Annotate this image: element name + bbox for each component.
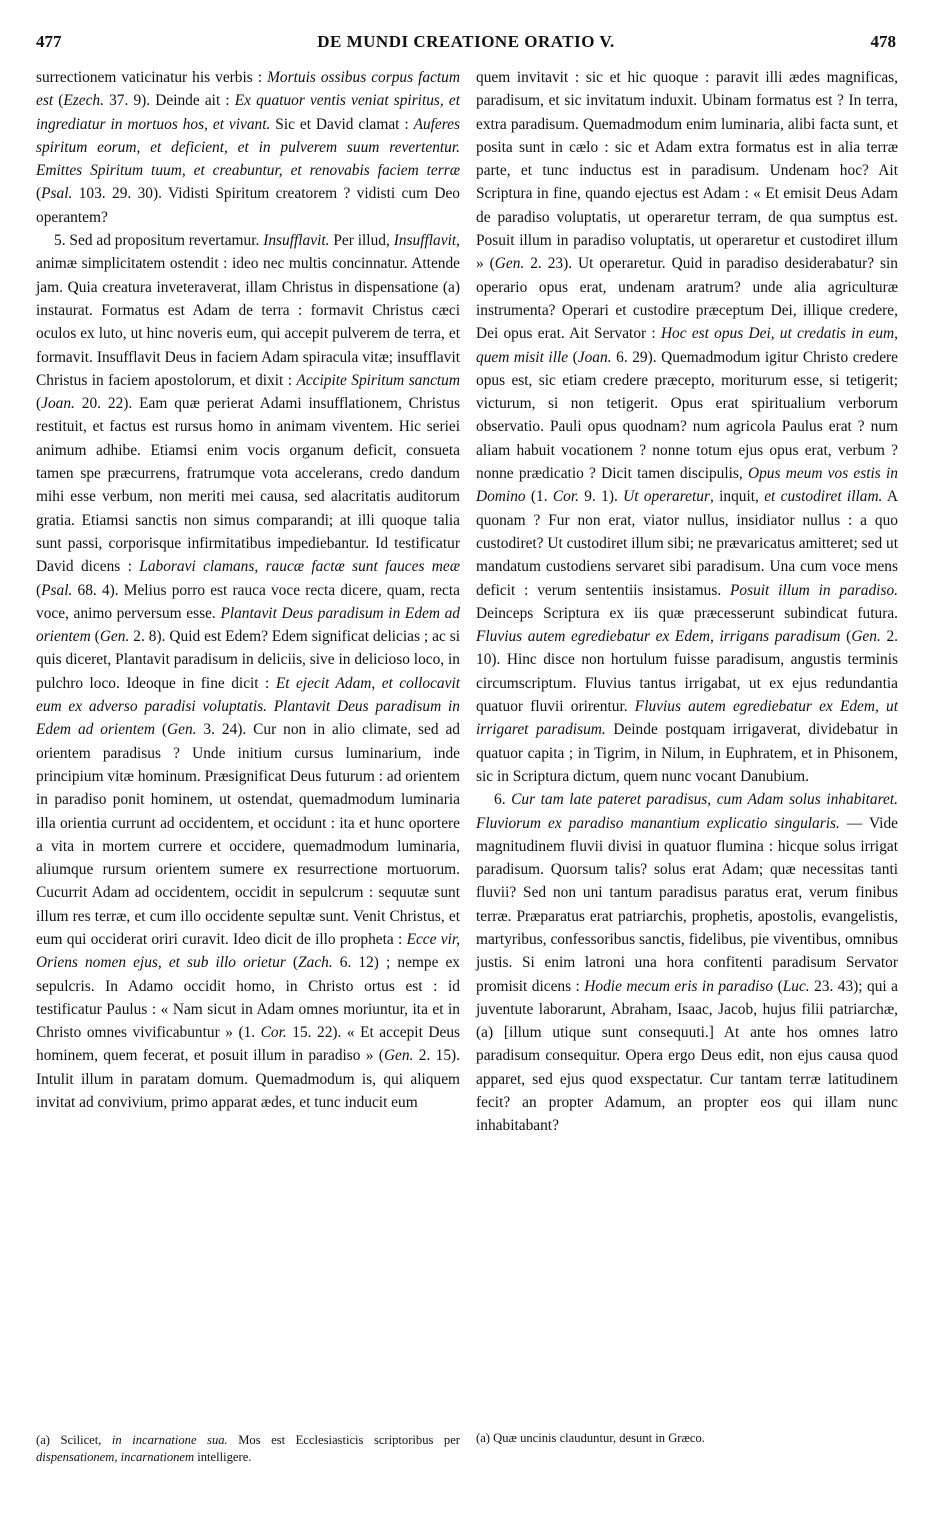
text-run: surrectionem vaticinatur his verbis : xyxy=(36,69,268,86)
italic-text-run: Hodie mecum eris in paradiso xyxy=(584,977,774,995)
page-number-left: 477 xyxy=(36,32,62,51)
italic-text-run: Opus meum vos estis in Domino xyxy=(476,465,898,506)
text-run: Deinde postquam irrigaverat, dividebatur in quatuor capita ; in Tigrim, in Nilum, in Euphratem, et in Phisonem, sic in Scriptura dictum, quem nunc vocant Danubium. xyxy=(476,721,898,785)
italic-text-run: Insufflavit xyxy=(393,232,457,250)
italic-text-run: Mortuis ossibus corpus factum est xyxy=(36,69,460,110)
italic-text-run: Joan. xyxy=(41,395,75,413)
text-run: 37. 9). Deinde ait : xyxy=(103,92,235,110)
right-column xyxy=(476,66,898,1138)
text-run: 23. 43); qui a juventute laborarunt, Abraham, Isaac, Jacob, hujus filii patriarchæ, (a) [illum utique sunt consequuti.] At ante hos omnes latro paradisum consequitur. Opera ergo Deus edit, non ejus causa quod apparet, sed ejus quod exspectatur. Cur tantam terræ latitudinem fecit? an propter Adamum, an propter eos qui illam nunc inhabitabant? xyxy=(476,977,898,1135)
text-run: ( xyxy=(36,395,42,413)
text-run: (a) Scilicet, xyxy=(36,1433,112,1447)
text-run: , inquit, xyxy=(709,488,765,506)
italic-text-run: Zach. xyxy=(298,954,333,972)
paragraph xyxy=(36,229,460,1114)
italic-text-run: Plantavit Deus paradisum in Edem ad orientem xyxy=(36,604,460,646)
text-run: ( xyxy=(568,348,578,366)
italic-text-run: Ut operaretur xyxy=(623,488,710,506)
italic-text-run: Gen. xyxy=(167,721,197,739)
text-run: 103. 29. 30). Vidisti Spiritum creatorem ? vidisti cum Deo operantem? xyxy=(36,185,460,226)
italic-text-run: Auferes spiritum eorum, et deficient, et in pulverem suum revertentur. Emittes Spiritum tuum, et creabuntur, et renovabis faciem terræ xyxy=(36,115,461,180)
text-run: 3. 24). Cur non in alio climate, sed ad orientem paradisus ? Unde initium cursus luminarium, inde principium vitæ hominum. Præsignificat Deus futurum : ad orientem in paradiso ponit hominem, ut ostendat, quemadmodum luminaria illa orientia currunt ad occidentem, et occidunt : ita et hunc oportere a vita in mortem currere et occidere, quemadmodum luminaria, aliumque rursum orientem sumere ex resurrectione mortuorum. Cucurrit Adam ad occidentem, occidit in sepulcrum : sequutæ sunt illum res terræ, et cum illo occidente sepultæ sunt. Venit Christus, et eum qui occiderat oriri curavit. Ideo dicit de illo propheta : xyxy=(36,721,460,948)
text-run: ( xyxy=(840,628,852,646)
running-title: DE MUNDI CREATIONE ORATIO V. xyxy=(317,32,615,51)
text-run: — Vide magnitudinem fluvii divisi in quatuor flumina : hicque solus irrigat paradisum. Quorsum talis? solus erat Adam; quæ necessitas tanti fluvii? Sed non uni tantum paradisus paratus erat, verum finibus terræ. Præparatus erat patriarchis, prophetis, apostolis, evangelistis, martyribus, confessoribus sanctis, fidelibus, pie viventibus, omnibus justis. Si enim latroni una hora confitenti paradisum Servator promisit dicens : xyxy=(476,814,898,995)
text-run: ( xyxy=(773,977,783,995)
text-run: 5. Sed ad propositum revertamur. xyxy=(54,232,264,250)
text-run: Deinceps Scriptura ex iis quæ præcesserunt subindicat futura. xyxy=(476,604,898,622)
left-column xyxy=(36,66,460,1114)
italic-text-run: Ezech. xyxy=(63,92,104,110)
italic-text-run: Laboravi clamans, raucæ factæ sunt fauces meæ xyxy=(139,558,460,576)
text-run: ( xyxy=(285,954,299,972)
text-run: 6. 29). Quemadmodum igitur Christo credere opus est, sic etiam credere præcepto, moriturum esse, si tetigerit; victurum, si non tetigerit. Opus erat spiritualium verborum observatio. Pauli opus quodnam? num agricola Paulus erat ? num aliam habuit vocationem ? nonne totum ejus opus erat, verbum ? nonne prædicatio ? Dicit tamen discipulis, xyxy=(476,348,898,483)
italic-text-run: Fluvius autem egrediebatur ex Edem, irrigans paradisum xyxy=(476,628,841,646)
italic-text-run: Cor. xyxy=(552,488,579,506)
text-run: ( xyxy=(36,581,42,599)
text-run: ( xyxy=(53,92,64,110)
text-run: ( xyxy=(90,628,100,646)
text-run: 68. 4). Melius porro est rauca voce recta dicere, quam, recta voce, animo perversum esse. xyxy=(36,581,460,622)
text-run: , animæ simplicitatem ostendit : ideo nec multis concinnatur. Attende jam. Quia creatura inveteraverat, illam Christus in dispensatione (a) instaurat. Formatus est Adam de terra : formavit Christus cæci oculos ex luto, ut hinc noveris eum, qui accepit pulverem de terra, et formavit. Insufflavit Deus in faciem Adam spiracula vitæ; insufflavit Christus in faciem apostolorum, et dixit : xyxy=(36,232,460,389)
text-run: quem invitavit : sic et hic quoque : paravit illi ædes magnificas, paradisum, et sic invitatum induxit. Ubinam formatus est ? In terra, extra paradisum. Quemadmodum enim luminaria, alibi facta sunt, et posita sunt in cælo : sic et Adam extra formatus est in alia terræ parte, et tunc inductus est in paradisum. Undenam hoc? Ait Scriptura in fine, quando ejectus est Adam : « Et emisit Deus Adam de paradiso voluptatis, ut operaretur terram, de qua sumptus est. Posuit illum in paradiso voluptatis, ut operaretur et custodiret illum » ( xyxy=(476,69,898,273)
text-run: 2. 10). Hinc disce non hortulum fuisse paradisum, angustis terminis circumscriptum. Fluvius tantus irrigabat, ut ex ejus redundantia quatuor fluvii orirentur. xyxy=(476,628,898,716)
text-run: 15. 22). « Et accepit Deus hominem, quem fecerat, et posuit illum in paradiso » ( xyxy=(36,1024,461,1065)
text-run: 9. 1). xyxy=(578,488,624,506)
italic-text-run: Joan. xyxy=(577,348,612,366)
text-run: (1. xyxy=(525,488,553,506)
italic-text-run: Ecce vir, Oriens nomen ejus, et sub illo orietur xyxy=(36,930,460,972)
italic-text-run: Gen. xyxy=(494,255,525,273)
page-number-right: 478 xyxy=(870,32,896,51)
text-run: 20. 22). Eam quæ perierat Adami insufflationem, Christus restituit, et factus est rursus homo in animam viventem. Hic seriei animum adhibe. Etiamsi enim vocis organum deficit, consueta tamen spe præcurrens, fratrumque vota accelerans, credo dandum mihi esse verbum, non meriti mei causa, sed alacritatis auditorum gratia. Etiamsi sanctis non simus comparandi; at illi quoque talia sunt passi, corporisque infirmitatibus impediebantur. Id testificatur David dicens : xyxy=(36,395,460,576)
text-run: ( xyxy=(36,185,42,203)
text-run: Mos est Ecclesiasticis scriptoribus per xyxy=(227,1433,460,1447)
italic-text-run: et custodiret illam. xyxy=(764,488,883,506)
text-run: 2. 15). Intulit illum in paratam domum. Quemadmodum is, qui aliquem invitat ad convivium, primo apparat ædes, et tunc inducit eum xyxy=(36,1047,460,1112)
text-run: Per illud, xyxy=(329,232,394,250)
text-run: Sic et David clamat : xyxy=(270,115,414,133)
italic-text-run: Insufflavit. xyxy=(263,232,330,250)
text-run: 2. 8). Quid est Edem? Edem significat delicias ; ac si quis diceret, Plantavit paradisum in deliciis, sive in delicioso loco, in pulchro loco. Ideoque in fine dicit : xyxy=(36,628,460,692)
text-run: intelligere. xyxy=(194,1450,252,1464)
text-run: 2. 23). Ut operaretur. Quid in paradiso desiderabatur? sin operario opus erat, undenam aratrum? unde alia agriculturæ instrumenta? Operari et custodire præceptum Dei, illique credere, Dei opus erat. Ait Servator : xyxy=(476,255,898,343)
italic-text-run: Accipite Spiritum sanctum xyxy=(296,371,460,389)
italic-text-run: Hoc est opus Dei, ut credatis in eum, quem misit ille xyxy=(476,325,898,366)
text-run: 6. xyxy=(494,791,512,809)
italic-text-run: Cor. xyxy=(260,1024,287,1042)
italic-text-run: Cur tam late pateret paradisus, cum Adam solus inhabitaret. Fluviorum ex paradiso manantium explicatio singularis. xyxy=(476,791,898,832)
italic-text-run: Psal. xyxy=(41,185,73,203)
italic-text-run: Luc. xyxy=(782,977,810,995)
text-run: ( xyxy=(154,721,168,739)
text-run: A quonam ? Fur non erat, viator nullus, insidiator nullus : a quo custodiret? Ut custodiret illum sibi; ne prævaricatus amitteret; sed ut mandatum custodiens servaret sibi paradisum. Una cum voce mens deficit : verum sententiis insistamus. xyxy=(476,488,898,599)
italic-text-run: Gen. xyxy=(99,628,130,646)
footnote-right xyxy=(476,1430,898,1447)
paragraph xyxy=(476,66,898,788)
italic-text-run: Posuit illum in paradiso. xyxy=(730,581,898,599)
text-run: (a) Quæ uncinis clauduntur, desunt in Græco. xyxy=(476,1431,705,1445)
italic-text-run: Fluvius autem egrediebatur ex Edem, ut irrigaret paradisum. xyxy=(476,698,899,739)
paragraph xyxy=(476,788,898,1137)
italic-text-run: Gen. xyxy=(851,628,881,646)
italic-text-run: Ex quatuor ventis veniat spiritus, et ingrediatur in mortuos hos, et vivant. xyxy=(36,92,460,133)
text-run: 6. 12) ; nempe ex sepulcris. In Adamo occidit homo, in Christo ortus est : id testificatur Paulus : « Nam sicut in Adam omnes moriuntur, ita et in Christo omnes vivificabuntur » (1. xyxy=(36,954,461,1042)
italic-text-run: Gen. xyxy=(383,1047,414,1065)
italic-text-run: Psal. xyxy=(41,581,73,599)
page-header xyxy=(36,32,896,58)
footnote-left xyxy=(36,1432,460,1466)
italic-text-run: Et ejecit Adam, et collocavit eum ex adverso paradisi voluptatis. Plantavit Deus paradisum in Edem ad orientem xyxy=(36,674,460,739)
italic-text-run: dispensationem, incarnationem xyxy=(36,1450,195,1464)
paragraph xyxy=(36,66,460,229)
italic-text-run: in incarnatione sua. xyxy=(111,1433,228,1447)
